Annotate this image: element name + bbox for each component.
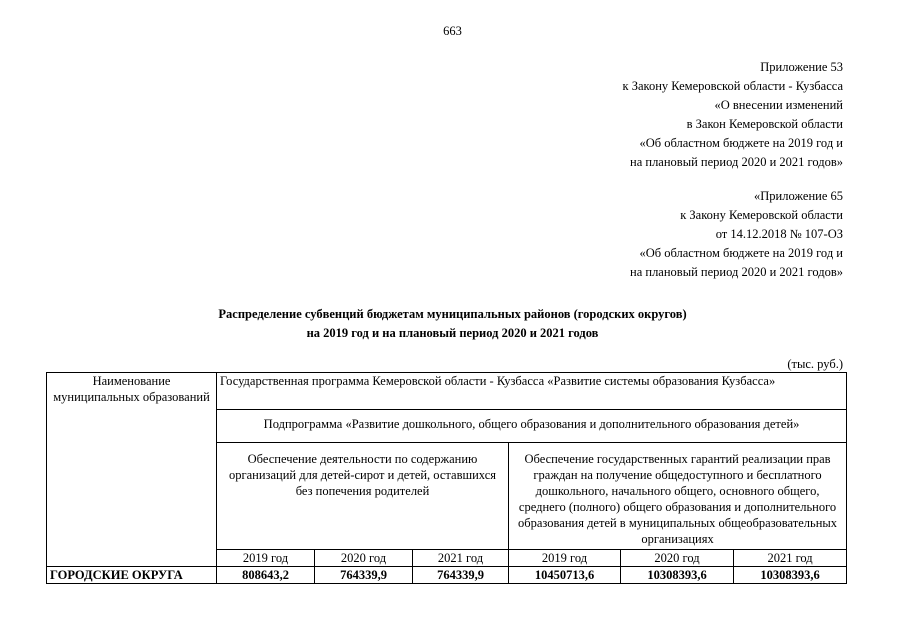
orphans-support-header: Обеспечение деятельности по содержанию организаций для детей-сирот и детей, оставшихся без попечения родителей [217,443,509,550]
education-guarantees-header: Обеспечение государственных гарантий реализации прав граждан на получение общедоступного и бесплатного дошкольного, начального общего, основного общего, среднего (полного) общего образования и дополнительного образования детей в муниципальных общеобразовательных организациях [509,443,847,550]
appendix-line: на плановый период 2020 и 2021 годов» [630,265,843,279]
table-cell: 10308393,6 [621,567,734,584]
appendix-53-block [623,58,844,172]
year-header: 2021 год [413,550,509,567]
appendix-line: «Приложение 65 [754,189,843,203]
appendix-65-block [630,187,843,282]
appendix-line: к Закону Кемеровской области [680,208,843,222]
document-title-line-2: на 2019 год и на плановый период 2020 и 2021 годов [306,326,599,340]
document-title-line-1: Распределение субвенций бюджетам муниципальных районов (городских округов) [218,307,687,321]
page-number: 663 [443,24,462,38]
table-cell: 10308393,6 [734,567,847,584]
municipality-name-header: Наименование муниципальных образований [47,373,217,567]
appendix-line: на плановый период 2020 и 2021 годов» [630,155,843,169]
appendix-line: «Об областном бюджете на 2019 год и [639,246,843,260]
year-header: 2020 год [315,550,413,567]
subventions-table [46,372,847,584]
year-header: 2020 год [621,550,734,567]
subprogram-header: Подпрограмма «Развитие дошкольного, общего образования и дополнительного образования детей» [217,410,847,443]
table-row [47,567,847,584]
year-header: 2019 год [217,550,315,567]
document-title [0,305,905,343]
appendix-line: к Закону Кемеровской области - Кузбасса [622,79,843,93]
table-cell: 764339,9 [315,567,413,584]
table-cell: 10450713,6 [509,567,621,584]
program-header: Государственная программа Кемеровской области - Кузбасса «Развитие системы образования Кузбасса» [217,373,847,410]
appendix-line: «Об областном бюджете на 2019 год и [639,136,843,150]
appendix-line: в Закон Кемеровской области [686,117,843,131]
table-cell: 764339,9 [413,567,509,584]
appendix-line: Приложение 53 [760,60,843,74]
appendix-line: от 14.12.2018 № 107-ОЗ [715,227,843,241]
row-name: ГОРОДСКИЕ ОКРУГА [47,567,217,584]
year-header: 2021 год [734,550,847,567]
units-label: (тыс. руб.) [787,357,843,371]
year-header: 2019 год [509,550,621,567]
table-cell: 808643,2 [217,567,315,584]
appendix-line: «О внесении изменений [714,98,843,112]
